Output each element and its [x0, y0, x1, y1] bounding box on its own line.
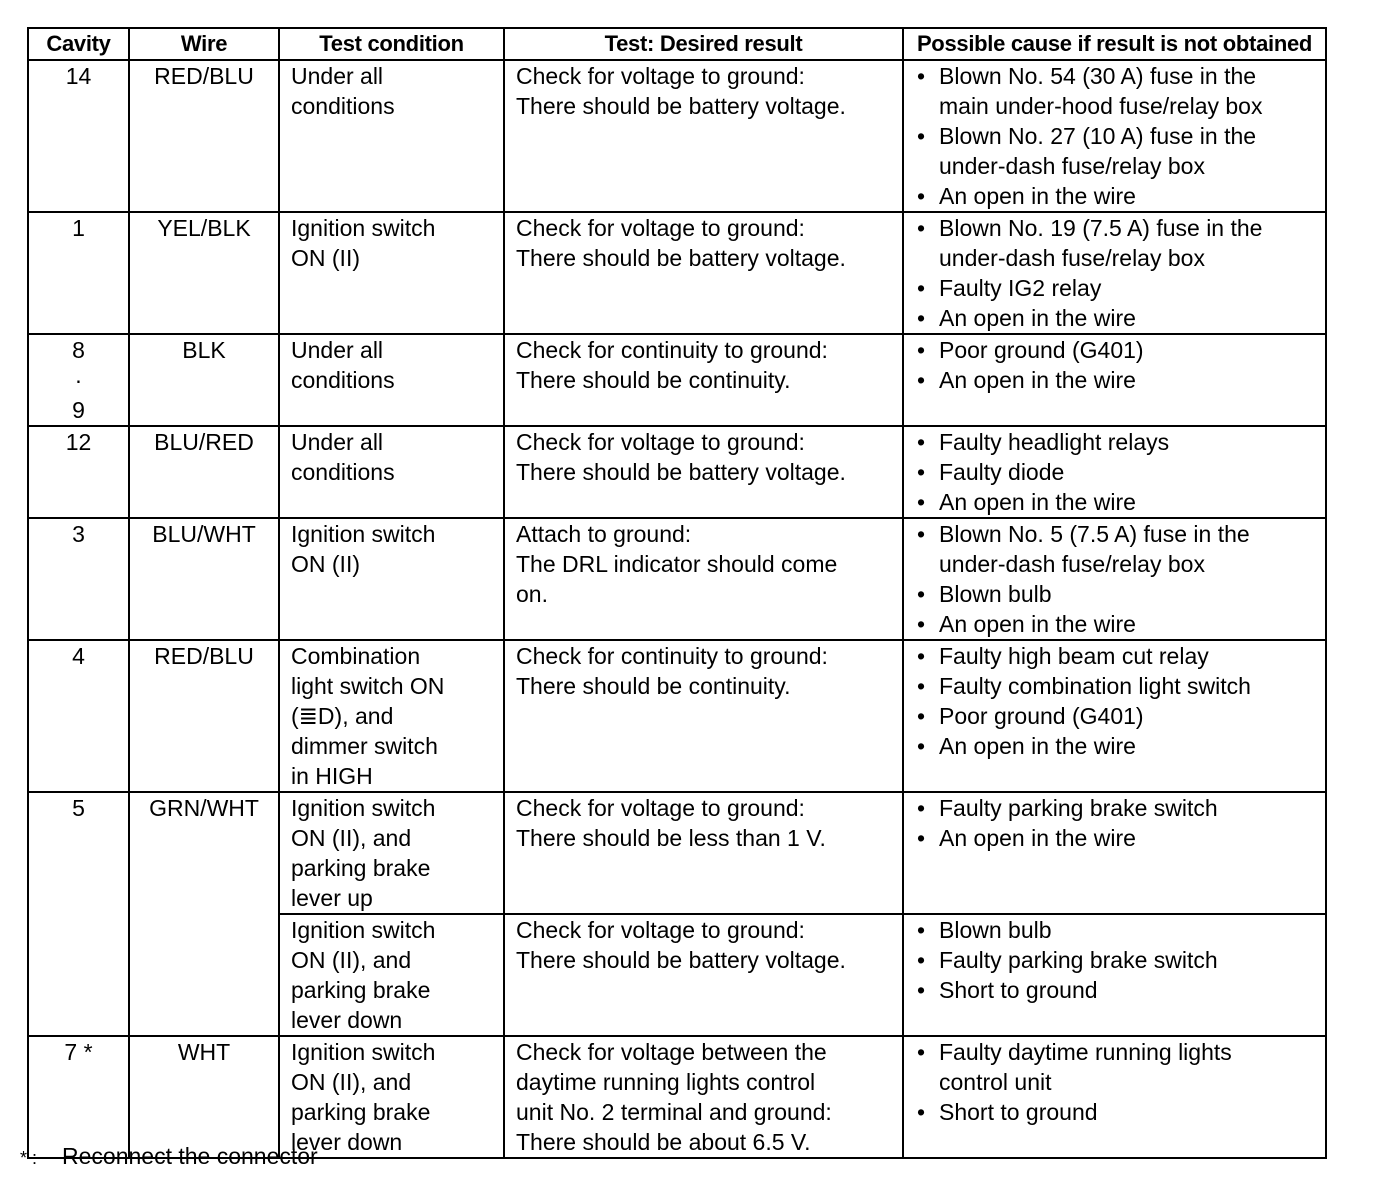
cause-list — [915, 335, 1315, 395]
header-cavity: Cavity — [28, 28, 129, 60]
table-row — [28, 60, 1326, 212]
footnote — [20, 1141, 318, 1173]
desired-result-cell: Check for voltage to ground: There should be less than 1 V. — [504, 792, 903, 914]
wire-cell: BLU/WHT — [129, 518, 279, 640]
possible-cause-cell — [903, 914, 1326, 1036]
cavity-cell: 1 — [28, 212, 129, 334]
cause-list — [915, 519, 1315, 639]
footnote-marker: * : — [20, 1148, 38, 1168]
cause-item: • An open in the wire — [915, 303, 1315, 333]
possible-cause-cell — [903, 334, 1326, 426]
cause-list — [915, 427, 1315, 517]
desired-result-cell: Check for continuity to ground: There should be continuity. — [504, 640, 903, 792]
cause-item: • Blown No. 27 (10 A) fuse in the under-dash fuse/relay box — [915, 121, 1315, 181]
cause-item: • Blown bulb — [915, 915, 1315, 945]
cause-item: • Poor ground (G401) — [915, 701, 1315, 731]
cause-item: • Faulty headlight relays — [915, 427, 1315, 457]
cause-item: • An open in the wire — [915, 731, 1315, 761]
table-row — [28, 518, 1326, 640]
cause-item: • Blown No. 54 (30 A) fuse in the main under-hood fuse/relay box — [915, 61, 1315, 121]
wire-cell: RED/BLU — [129, 60, 279, 212]
cause-item: • An open in the wire — [915, 609, 1315, 639]
possible-cause-cell — [903, 792, 1326, 914]
test-condition-cell: Under all conditions — [279, 426, 504, 518]
test-condition-cell: Ignition switch ON (II), and parking brake lever down — [279, 914, 504, 1036]
header-possible-cause: Possible cause if result is not obtained — [903, 28, 1326, 60]
cause-item: • Faulty parking brake switch — [915, 945, 1315, 975]
test-condition-cell: Ignition switch ON (II) — [279, 212, 504, 334]
cause-list — [915, 793, 1315, 853]
desired-result-cell: Check for continuity to ground: There should be continuity. — [504, 334, 903, 426]
cause-item: • Faulty combination light switch — [915, 671, 1315, 701]
cavity-cell: 5 — [28, 792, 129, 1036]
cause-item: • Short to ground — [915, 975, 1315, 1005]
desired-result-cell: Check for voltage to ground: There should be battery voltage. — [504, 426, 903, 518]
cause-item: • Faulty daytime running lights control unit — [915, 1037, 1315, 1097]
wire-cell: GRN/WHT — [129, 792, 279, 1036]
wire-cell: YEL/BLK — [129, 212, 279, 334]
possible-cause-cell — [903, 640, 1326, 792]
cause-item: • Faulty high beam cut relay — [915, 641, 1315, 671]
cavity-cell: 4 — [28, 640, 129, 792]
header-test-condition: Test condition — [279, 28, 504, 60]
cause-list — [915, 61, 1315, 211]
cause-item: • Faulty parking brake switch — [915, 793, 1315, 823]
test-condition-cell: Ignition switch ON (II), and parking brake lever down — [279, 1036, 504, 1158]
possible-cause-cell — [903, 212, 1326, 334]
header-row — [28, 28, 1326, 60]
table-row — [28, 212, 1326, 334]
cause-item: • Faulty diode — [915, 457, 1315, 487]
cause-item: • Poor ground (G401) — [915, 335, 1315, 365]
cavity-cell: 7 * — [28, 1036, 129, 1158]
possible-cause-cell — [903, 60, 1326, 212]
cause-item: • Blown No. 19 (7.5 A) fuse in the under-dash fuse/relay box — [915, 213, 1315, 273]
cavity-cell: 8 · 9 — [28, 334, 129, 426]
desired-result-cell: Attach to ground: The DRL indicator should come on. — [504, 518, 903, 640]
wire-cell: BLK — [129, 334, 279, 426]
table-row — [28, 334, 1326, 426]
wire-cell: BLU/RED — [129, 426, 279, 518]
cause-list — [915, 641, 1315, 761]
desired-result-cell: Check for voltage between the daytime running lights control unit No. 2 terminal and ground: There should be about 6.5 V. — [504, 1036, 903, 1158]
connector-test-table — [27, 27, 1327, 1159]
cause-item: • Faulty IG2 relay — [915, 273, 1315, 303]
cavity-cell: 12 — [28, 426, 129, 518]
cause-list — [915, 1037, 1315, 1127]
cause-item: • An open in the wire — [915, 487, 1315, 517]
header-wire: Wire — [129, 28, 279, 60]
cavity-cell: 14 — [28, 60, 129, 212]
table-row — [28, 426, 1326, 518]
desired-result-cell: Check for voltage to ground: There should be battery voltage. — [504, 212, 903, 334]
test-condition-cell: Combination light switch ON (≣D), and dimmer switch in HIGH — [279, 640, 504, 792]
test-condition-cell: Ignition switch ON (II), and parking brake lever up — [279, 792, 504, 914]
header-desired-result: Test: Desired result — [504, 28, 903, 60]
table-row — [28, 792, 1326, 914]
table-row — [28, 640, 1326, 792]
possible-cause-cell — [903, 1036, 1326, 1158]
cavity-cell: 3 — [28, 518, 129, 640]
wire-cell: WHT — [129, 1036, 279, 1158]
desired-result-cell: Check for voltage to ground: There should be battery voltage. — [504, 914, 903, 1036]
test-condition-cell: Ignition switch ON (II) — [279, 518, 504, 640]
cause-list — [915, 915, 1315, 1005]
test-condition-cell: Under all conditions — [279, 334, 504, 426]
cause-item: • An open in the wire — [915, 823, 1315, 853]
wire-cell: RED/BLU — [129, 640, 279, 792]
footnote-text: Reconnect the connector — [62, 1143, 318, 1169]
cause-item: • An open in the wire — [915, 365, 1315, 395]
cause-list — [915, 213, 1315, 333]
table-row — [28, 1036, 1326, 1158]
possible-cause-cell — [903, 518, 1326, 640]
cause-item: • Short to ground — [915, 1097, 1315, 1127]
cause-item: • Blown bulb — [915, 579, 1315, 609]
test-condition-cell: Under all conditions — [279, 60, 504, 212]
possible-cause-cell — [903, 426, 1326, 518]
cause-item: • An open in the wire — [915, 181, 1315, 211]
desired-result-cell: Check for voltage to ground: There should be battery voltage. — [504, 60, 903, 212]
cause-item: • Blown No. 5 (7.5 A) fuse in the under-dash fuse/relay box — [915, 519, 1315, 579]
